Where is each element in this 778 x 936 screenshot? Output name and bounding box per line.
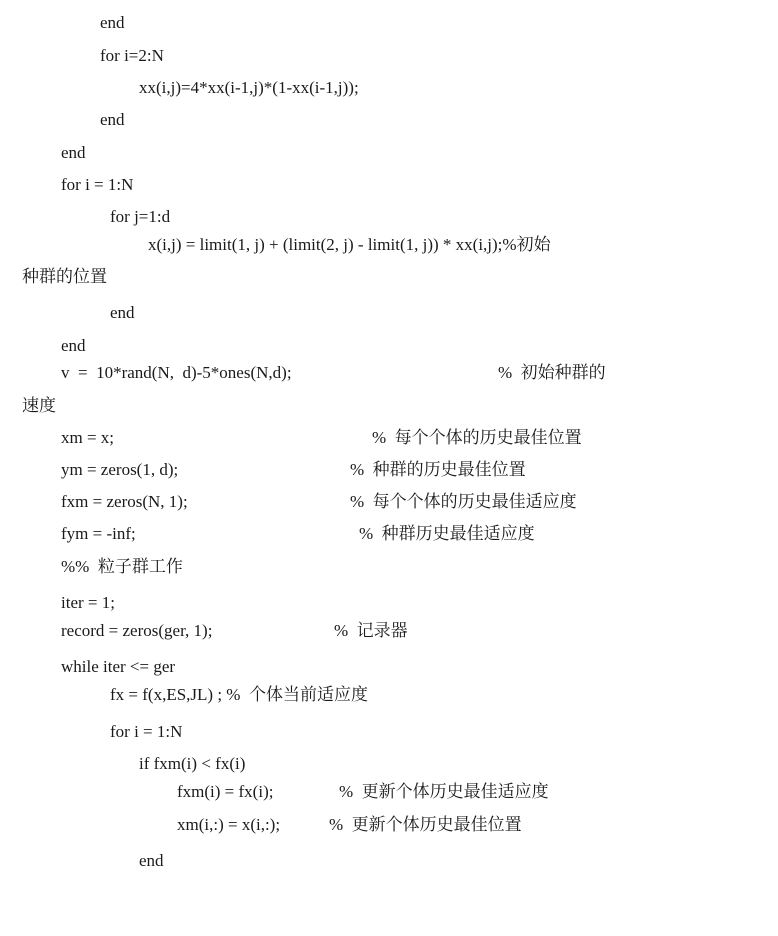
- code-line: for i = 1:N: [110, 722, 183, 741]
- code-line: end: [139, 851, 164, 870]
- code-line: for i = 1:N: [61, 175, 134, 194]
- code-line: end: [110, 303, 135, 322]
- code-comment: % 初始种群的: [498, 363, 606, 382]
- code-comment: % 更新个体历史最佳适应度: [339, 782, 549, 801]
- code-line: end: [100, 110, 125, 129]
- code-line: 种群的位置: [22, 267, 107, 286]
- code-line: for j=1:d: [110, 207, 171, 226]
- code-line: iter = 1;: [61, 593, 115, 612]
- code-line: ym = zeros(1, d);: [61, 460, 179, 479]
- code-line: x(i,j) = limit(1, j) + (limit(2, j) - limit(1, j)) * xx(i,j);%初始: [148, 235, 551, 254]
- code-line: end: [61, 143, 86, 162]
- code-line: record = zeros(ger, 1);: [61, 621, 213, 640]
- code-line: end: [61, 336, 86, 355]
- code-line: end: [100, 13, 125, 32]
- code-comment: % 每个个体的历史最佳适应度: [350, 492, 577, 511]
- code-line: while iter <= ger: [61, 657, 176, 676]
- code-line: fx = f(x,ES,JL) ; % 个体当前适应度: [110, 685, 368, 704]
- code-comment: % 种群历史最佳适应度: [359, 524, 535, 543]
- code-line: 速度: [22, 396, 56, 415]
- code-line: fym = -inf;: [61, 524, 136, 543]
- code-line: xx(i,j)=4*xx(i-1,j)*(1-xx(i-1,j));: [139, 78, 359, 97]
- code-line: v = 10*rand(N, d)-5*ones(N,d);: [61, 363, 292, 382]
- code-line: fxm(i) = fx(i);: [177, 782, 274, 801]
- code-comment: % 种群的历史最佳位置: [350, 460, 526, 479]
- code-line: %% 粒子群工作: [61, 557, 183, 576]
- code-comment: % 更新个体历史最佳位置: [329, 815, 522, 834]
- code-comment: % 每个个体的历史最佳位置: [372, 428, 582, 447]
- code-comment: % 记录器: [334, 621, 408, 640]
- code-line: fxm = zeros(N, 1);: [61, 492, 188, 511]
- code-line: if fxm(i) < fx(i): [139, 754, 246, 773]
- code-line: xm = x;: [61, 428, 115, 447]
- code-line: xm(i,:) = x(i,:);: [177, 815, 281, 834]
- code-line: for i=2:N: [100, 46, 164, 65]
